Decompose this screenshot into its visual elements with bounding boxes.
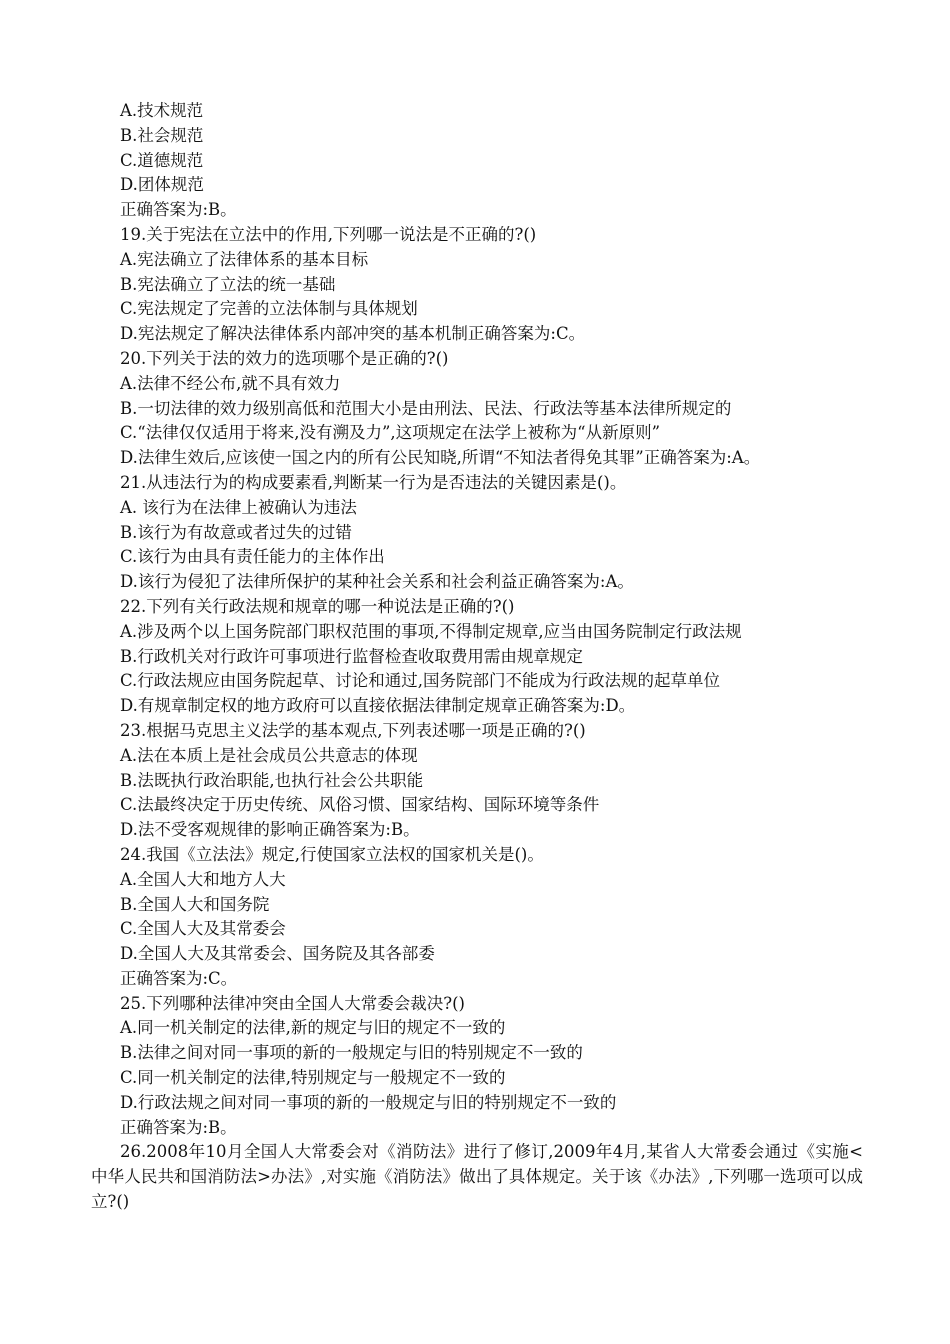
question-line: 20.下列关于法的效力的选项哪个是正确的?() xyxy=(120,348,449,368)
option-line: C.全国人大及其常委会 xyxy=(120,919,286,939)
question-line: 25.下列哪种法律冲突由全国人大常委会裁决?() xyxy=(120,993,465,1013)
option-line: C.同一机关制定的法律,特别规定与一般规定不一致的 xyxy=(120,1068,506,1088)
option-line: B.一切法律的效力级别高低和范围大小是由刑法、民法、行政法等基本法律所规定的 xyxy=(120,398,732,418)
option-line: C.法最终决定于历史传统、风俗习惯、国家结构、国际环境等条件 xyxy=(120,795,600,815)
document-body xyxy=(91,99,863,1215)
option-line: B.行政机关对行政许可事项进行监督检查收取费用需由规章规定 xyxy=(120,646,583,666)
option-line: B.宪法确立了立法的统一基础 xyxy=(120,274,336,294)
option-line: A.全国人大和地方人大 xyxy=(120,869,286,889)
option-line: A.技术规范 xyxy=(120,101,204,120)
answer-line: 正确答案为:B。 xyxy=(120,200,237,220)
option-line: C.道德规范 xyxy=(120,150,204,170)
option-line: D.行政法规之间对同一事项的新的一般规定与旧的特别规定不一致的 xyxy=(120,1092,617,1112)
option-line: B.法既执行政治职能,也执行社会公共职能 xyxy=(120,770,424,790)
option-line: C.该行为由具有责任能力的主体作出 xyxy=(120,547,385,567)
option-paragraph: D.法律生效后,应该使一国之内的所有公民知晓,所谓“不知法者得免其罪”正确答案为:A。 xyxy=(120,448,761,468)
option-line: D.该行为侵犯了法律所保护的某种社会关系和社会利益正确答案为:A。 xyxy=(120,572,634,592)
option-line: A.法在本质上是社会成员公共意志的体现 xyxy=(120,745,418,765)
option-line: D.有规章制定权的地方政府可以直接依据法律制定规章正确答案为:D。 xyxy=(120,696,636,716)
option-line: A.宪法确立了法律体系的基本目标 xyxy=(120,249,369,269)
option-line: D.全国人大及其常委会、国务院及其各部委 xyxy=(120,944,435,964)
option-line: A.涉及两个以上国务院部门职权范围的事项,不得制定规章,应当由国务院制定行政法规 xyxy=(120,621,742,641)
answer-line: 正确答案为:B。 xyxy=(120,1117,237,1137)
question-paragraph: 26.2008年10月全国人大常委会对《消防法》进行了修订,2009年4月,某省人大常委会通过《实施<中华人民共和国消防法>办法》,对实施《消防法》做出了具体规定。关于该《办法》,下列哪一选项可以成立?() xyxy=(91,1142,863,1212)
question-line: 24.我国《立法法》规定,行使国家立法权的国家机关是()。 xyxy=(120,844,544,864)
option-line: D.宪法规定了解决法律体系内部冲突的基本机制正确答案为:C。 xyxy=(120,324,586,344)
answer-line: 正确答案为:C。 xyxy=(120,968,238,988)
question-line: 22.下列有关行政法规和规章的哪一种说法是正确的?() xyxy=(120,596,515,616)
option-line: B.该行为有故意或者过失的过错 xyxy=(120,522,352,542)
option-line: A.法律不经公布,就不具有效力 xyxy=(120,373,341,393)
question-line: 19.关于宪法在立法中的作用,下列哪一说法是不正确的?() xyxy=(120,224,537,244)
option-line: D.法不受客观规律的影响正确答案为:B。 xyxy=(120,820,420,840)
option-line: C.行政法规应由国务院起草、讨论和通过,国务院部门不能成为行政法规的起草单位 xyxy=(120,671,721,691)
option-line: A.同一机关制定的法律,新的规定与旧的规定不一致的 xyxy=(120,1018,506,1038)
option-line: C.宪法规定了完善的立法体制与具体规划 xyxy=(120,299,418,319)
option-line: B.法律之间对同一事项的新的一般规定与旧的特别规定不一致的 xyxy=(120,1043,583,1063)
option-line: C.“法律仅仅适用于将来,没有溯及力”,这项规定在法学上被称为“从新原则” xyxy=(120,423,661,443)
option-line: B.社会规范 xyxy=(120,125,204,145)
question-line: 21.从违法行为的构成要素看,判断某一行为是否违法的关键因素是()。 xyxy=(120,472,627,492)
option-line: B.全国人大和国务院 xyxy=(120,894,270,914)
question-line: 23.根据马克思主义法学的基本观点,下列表述哪一项是正确的?() xyxy=(120,720,586,740)
option-line: A. 该行为在法律上被确认为违法 xyxy=(120,497,357,517)
option-line: D.团体规范 xyxy=(120,175,204,195)
